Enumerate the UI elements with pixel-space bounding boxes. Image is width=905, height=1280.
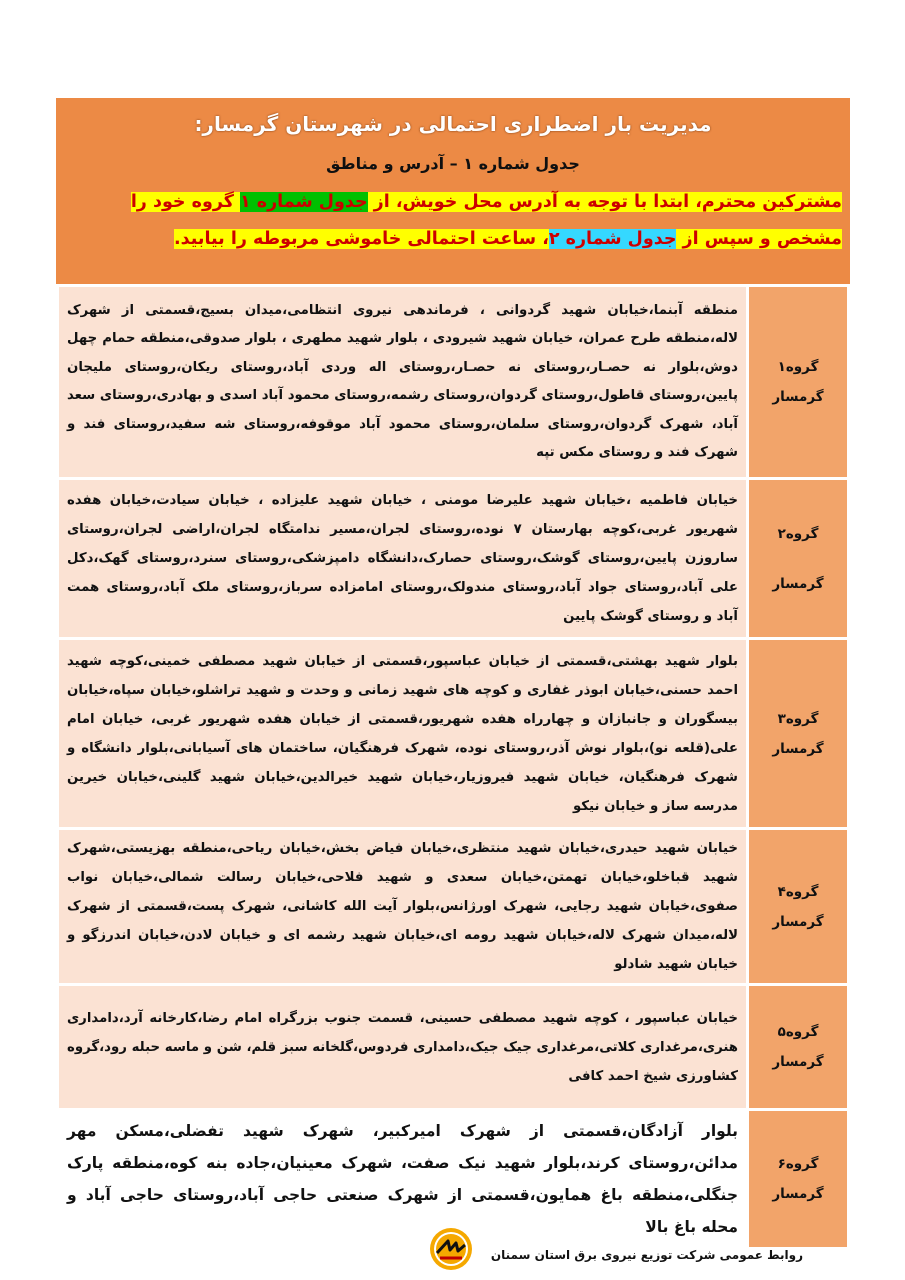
group-address-cell: خیابان شهید حیدری،خیابان شهید منتظری،خیابان فیاض بخش،خیابان ریاحی،منطقه بهزیستی،شهرک شهید قباخلو،خیابان تهمتن،خیابان سعدی و شهید فلاحی،خیابان رسالت شمالی،خیابان نواب صفوی،خیابان شهید رجایی، شهرک اورژانس،بلوار آیت الله کاشانی، شهرک پست،قسمتی از شهرک لاله،میدان شهرک لاله،خیابان شهید رومه ای،خیابان شهید رشمه ای و خیابان لادن،خیابان اندرزگو و خیابان شهید شادلو bbox=[58, 829, 748, 985]
group-name: گروه۲ bbox=[777, 525, 819, 542]
table-row bbox=[58, 829, 849, 985]
group-address-cell: بلوار آزادگان،قسمتی از شهرک امیرکبیر، شهرک شهید تفضلی،مسکن مهر مدائن،روستای کرند،بلوار شهید نیک صفت، شهرک معینیان،جاده بنه کوه،منطقه پارک جنگلی،منطقه باغ همایون،قسمتی از شهرک صنعتی حاجی آباد،روستای حاجی آباد و محله باغ بالا bbox=[58, 1110, 748, 1249]
notice-part-6: ، ساعت احتمالی خاموشی مربوطه را بیابید. bbox=[173, 229, 549, 249]
group-name: گروه۵ bbox=[777, 1024, 819, 1040]
group-label-cell bbox=[748, 479, 849, 639]
groups-table bbox=[56, 284, 850, 1250]
table-row bbox=[58, 286, 849, 479]
group-city: گرمسار bbox=[772, 1186, 824, 1202]
notice-table2-highlight: جدول شماره ۲ bbox=[548, 229, 677, 249]
notice-table1-highlight: جدول شماره ۱ bbox=[240, 192, 368, 212]
notice-part-3: گروه خود را bbox=[130, 192, 240, 212]
page-subtitle: جدول شماره ۱ – آدرس و مناطق bbox=[326, 154, 580, 173]
notice-text bbox=[64, 184, 842, 258]
group-city: گرمسار bbox=[772, 389, 824, 405]
group-address-cell: بلوار شهید بهشتی،قسمتی از خیابان عباسپور،قسمتی از خیابان شهید مصطفی خمینی،کوچه شهید احمد حسنی،خیابان ابوذر غفاری و کوچه های شهید زمانی و وحدت و شهید تراشلو،خیابان سپاه،خیابان بیسگوران و جانبازان و چهارراه هفده شهریور،قسمتی از خیابان هفده شهریور غربی، خیابان امام علی(قلعه نو)،بلوار نوش آذر،روستای نوده، شهرک فرهنگیان، ساختمان های آسیابانی،بلوار دانشگاه و شهرک فرهنگیان، خیابان شهید فیروزیار،خیابان شهید خیرالدین،خیابان شهید گلینی،خیابان خیرین مدرسه ساز و خیابان نیکو bbox=[58, 639, 748, 829]
table-row bbox=[58, 985, 849, 1110]
group-city: گرمسار bbox=[772, 913, 824, 930]
group-name: گروه۶ bbox=[777, 1156, 819, 1172]
group-address-cell: خیابان عباسپور ، کوچه شهید مصطفی حسینی، قسمت جنوب بزرگراه امام رضا،کارخانه آرد،دامداری هنری،مرغداری کلاتی،مرغداری جیک جیک،دامداری فردوس،گلخانه سبز قلم، شن و ماسه حبله رود،گروه کشاورزی شیخ احمد کافی bbox=[58, 985, 748, 1110]
group-city: گرمسار bbox=[772, 575, 824, 592]
header-banner bbox=[56, 98, 850, 284]
group-name: گروه۳ bbox=[777, 710, 819, 727]
group-name: گروه۱ bbox=[777, 359, 819, 375]
group-label-cell bbox=[748, 286, 849, 479]
group-city: گرمسار bbox=[772, 740, 824, 757]
group-label-cell bbox=[748, 639, 849, 829]
footer-credit: روابط عمومی شرکت توزیع نیروی برق استان سمنان bbox=[490, 1248, 803, 1262]
notice-part-1: مشترکین محترم، ابتدا با توجه به آدرس محل خویش، از bbox=[367, 192, 842, 212]
group-label-cell bbox=[748, 829, 849, 985]
power-company-logo-icon bbox=[428, 1226, 474, 1272]
group-address-cell: منطقه آبنما،خیابان شهید گردوانی ، فرماندهی نیروی انتظامی،میدان بسیج،قسمتی از شهرک لاله،منطقه طرح عمران، خیابان شهید شیرودی ، بلوار شهید مطهری ، بلوار صدوقی،منطقه حمام چهل دوش،بلوار نه حصـار،روستای نه حصـار،روستای اله وردی آباد،روستای ریکان،روستای ملیجان پایین،روستای قاطول،روستای گردوان،روستای رشمه،روستای محمود آباد اسدی و بهادری،روستای سعد آباد، شهرک گردوان،روستای سلمان،روستای محمود آباد موقوفه،روستای شه سفید،روستای فند و شهرک فند و روستای مکس تپه bbox=[58, 286, 748, 479]
notice-part-4: مشخص و سپس از bbox=[676, 229, 842, 249]
group-name: گروه۴ bbox=[777, 883, 819, 900]
page-title: مدیریت بار اضطراری احتمالی در شهرستان گرمسار: bbox=[194, 112, 712, 136]
group-label-cell bbox=[748, 1110, 849, 1249]
group-address-cell: خیابان فاطمیه ،خیابان شهید علیرضا مومنی ، خیابان شهید علیزاده ، خیابان سیادت،خیابان هفده شهریور غربی،کوچه بهارستان ۷ نوده،روستای لجران،مسیر ندامتگاه لجران،اراضی لجران،روستای ساروزن پایین،روستای گوشک،روستای حصارک،دانشگاه دامپزشکی،روستای سنرد،روستای گهک،دکل علی آباد،روستای جواد آباد،روستای مندولک،روستای امامزاده سرباز،روستای ملک آباد،روستای همت آباد و روستای گوشک پایین bbox=[58, 479, 748, 639]
group-label-cell bbox=[748, 985, 849, 1110]
table-row bbox=[58, 639, 849, 829]
table-row bbox=[58, 479, 849, 639]
group-city: گرمسار bbox=[772, 1054, 824, 1070]
document-sheet bbox=[56, 98, 850, 1250]
